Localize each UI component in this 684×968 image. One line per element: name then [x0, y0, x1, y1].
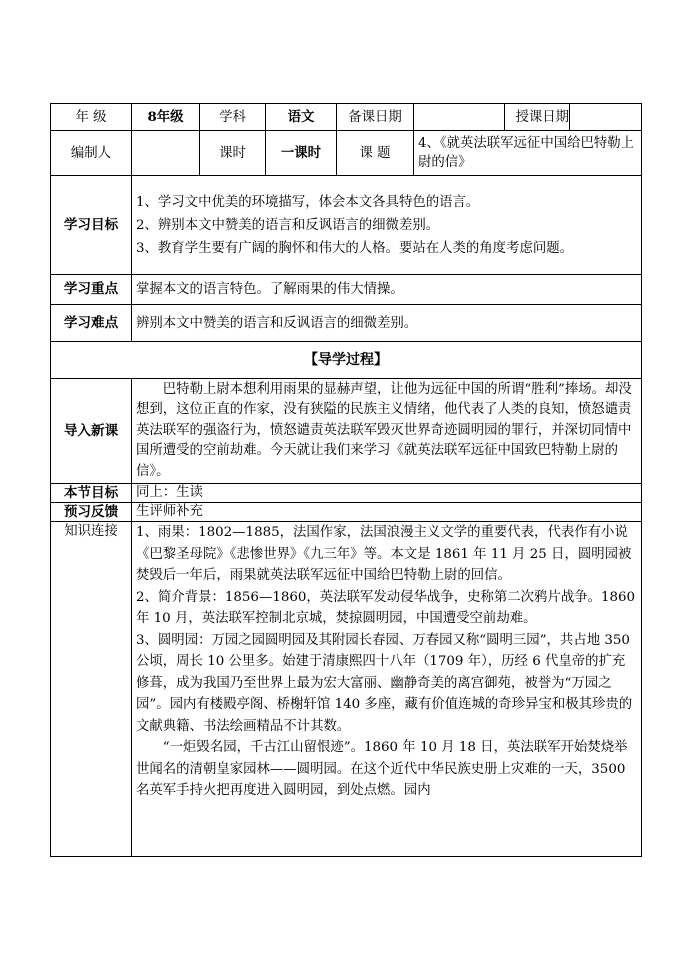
intro-text: 巴特勒上尉本想利用雨果的显赫声望，让他为远征中国的所谓“胜利”捧场。却没想到，这位正直的作家，没有狭隘的民族主义情绪，他代表了人类的良知，愤怒谴责英法联军的强盗行为，愤怒谴责英法联军毁灭世界奇迹圆明园的罪行，并深切同情中国所遭受的空前劫难。今天就让我们来学习《就英法联军远征中国致巴特勒上尉的信》。: [132, 379, 642, 484]
knowledge-para-2: 2、简介背景：1856—1860，英法联军发动侵华战争，史称第二次鸦片战争。1860 年 10 月，英法联军控制北京城，焚掠圆明园，中国遭受空前劫难。: [136, 589, 636, 626]
grade-value: 8年级: [132, 104, 200, 131]
prep-date-value: [414, 104, 505, 131]
topic-value: 4、《就英法联军远征中国给巴特勒上尉的信》: [414, 131, 642, 176]
subject-label: 学科: [200, 104, 266, 131]
knowledge-para-3: 3、圆明园：万园之园圆明园及其附园长春园、万春园又称“圆明三园”，共占地 350 公顷，周长 10 公里多。始建于清康熙四十八年（1709 年），历经 6 代皇帝的扩充修葺，成为我国乃至世界上最为宏大富丽、幽静奇美的离宫御苑，被誉为“万园之园”。园内有楼殿亭阁、桥榭轩馆 140 多座，藏有价值连城的奇珍异宝和极其珍贵的文献典籍、书法绘画精品不计其数。: [136, 632, 633, 734]
period-label: 课时: [200, 131, 266, 176]
section-goal-row: [51, 484, 642, 503]
objectives-content: [132, 176, 642, 275]
subject-value: 语文: [266, 104, 337, 131]
teach-date-value: [570, 104, 642, 131]
key-points-text: 掌握本文的语言特色。了解雨果的伟大情操。: [132, 275, 642, 305]
knowledge-content: [132, 522, 642, 857]
objective-item-1: 1、学习文中优美的环境描写，体会本文各具特色的语言。: [136, 194, 480, 210]
preview-label: 预习反馈: [51, 503, 132, 522]
knowledge-para-4: “一炬毁名园，千古江山留恨迹”。1860 年 10 月 18 日，英法联军开始焚烧举世闻名的清朝皇家园林——圆明园。在这个近代中华民族史册上灾难的一天，3500 名英军手持火把再度进入圆明园，到处点燃。园内: [136, 740, 628, 798]
period-value: 一课时: [266, 131, 337, 176]
process-title: 【导学过程】: [51, 342, 642, 379]
knowledge-row: [51, 522, 642, 857]
preview-text: 生评师补充: [132, 503, 642, 522]
teach-date-label: 授课日期: [505, 104, 570, 131]
objectives-label: 学习目标: [51, 176, 132, 275]
lesson-plan-table: [50, 103, 642, 857]
knowledge-label: 知识连接: [51, 522, 132, 857]
editor-label: 编制人: [51, 131, 132, 176]
objective-item-3: 3、教育学生要有广阔的胸怀和伟大的人格。要站在人类的角度考虑问题。: [136, 240, 574, 256]
preview-row: [51, 503, 642, 522]
intro-label: 导入新课: [51, 379, 132, 484]
grade-label: 年 级: [51, 104, 132, 131]
topic-label: 课 题: [337, 131, 414, 176]
key-points-label: 学习重点: [51, 275, 132, 305]
section-goal-label: 本节目标: [51, 484, 132, 503]
editor-value: [132, 131, 200, 176]
objective-item-2: 2、辨别本文中赞美的语言和反讽语言的细微差别。: [136, 217, 440, 233]
knowledge-para-1: 1、雨果：1802—1885，法国作家，法国浪漫主义文学的重要代表，代表作有小说《巴黎圣母院》《悲惨世界》《九三年》等。本文是 1861 年 11 月 25 日，圆明园被焚毁后一年后，雨果就英法联军远征中国给巴特勒上尉的回信。: [136, 525, 632, 583]
difficulties-row: [51, 305, 642, 342]
header-row-1: [51, 104, 642, 131]
objectives-row: [51, 176, 642, 275]
intro-row: [51, 379, 642, 484]
prep-date-label: 备课日期: [337, 104, 414, 131]
process-title-row: [51, 342, 642, 379]
key-points-row: [51, 275, 642, 305]
section-goal-text: 同上：生读: [132, 484, 642, 503]
difficulties-text: 辨别本文中赞美的语言和反讽语言的细微差别。: [132, 305, 642, 342]
header-row-2: [51, 131, 642, 176]
difficulties-label: 学习难点: [51, 305, 132, 342]
